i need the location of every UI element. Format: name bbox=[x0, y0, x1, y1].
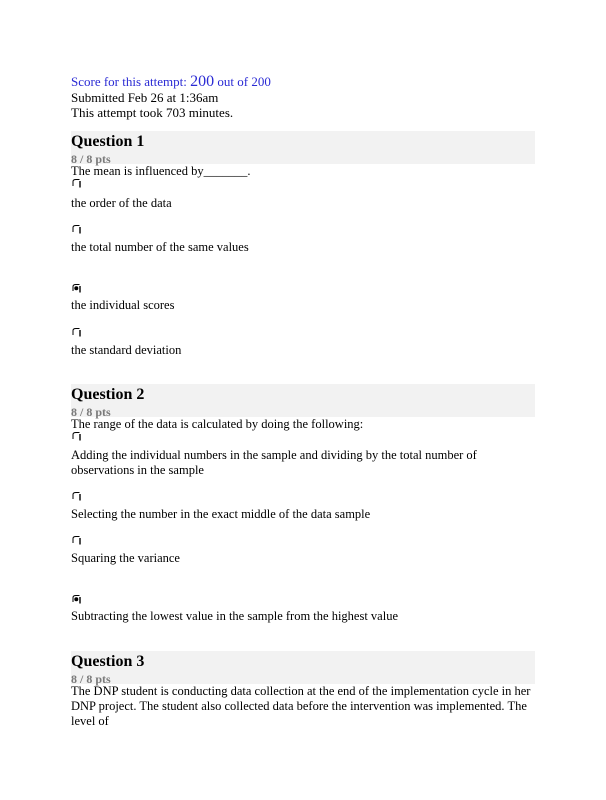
question-title: Question 1 bbox=[71, 133, 145, 150]
radio-selected-icon[interactable] bbox=[71, 594, 83, 606]
answer-option: Adding the individual numbers in the sample and dividing by the total number of observations in the sample bbox=[71, 448, 477, 477]
answer-option: the individual scores bbox=[71, 298, 175, 312]
question-points: 8 / 8 pts bbox=[71, 672, 111, 686]
question-text: The range of the data is calculated by doing the following: bbox=[71, 417, 364, 431]
score-value: 200 bbox=[190, 73, 215, 90]
question-points: 8 / 8 pts bbox=[71, 152, 111, 166]
question-1-header bbox=[71, 131, 535, 164]
radio-unselected-icon[interactable] bbox=[71, 224, 83, 236]
answer-option: Selecting the number in the exact middle of the data sample bbox=[71, 507, 371, 521]
radio-selected-icon[interactable] bbox=[71, 283, 83, 295]
radio-unselected-icon[interactable] bbox=[71, 178, 83, 190]
submitted-date: Submitted Feb 26 at 1:36am bbox=[71, 90, 219, 105]
score-suffix: out of 200 bbox=[214, 74, 271, 89]
question-points: 8 / 8 pts bbox=[71, 405, 111, 419]
attempt-score bbox=[71, 73, 271, 91]
question-text: The mean is influenced by_______. bbox=[71, 164, 251, 178]
answer-option: Subtracting the lowest value in the sample from the highest value bbox=[71, 609, 399, 623]
radio-unselected-icon[interactable] bbox=[71, 491, 83, 503]
radio-unselected-icon[interactable] bbox=[71, 327, 83, 339]
question-title: Question 3 bbox=[71, 653, 145, 670]
question-3-header bbox=[71, 651, 535, 684]
question-text: The DNP student is conducting data collection at the end of the implementation cycle in her DNP project. The student also collected data before the intervention was implemented. The level of bbox=[71, 684, 531, 728]
radio-unselected-icon[interactable] bbox=[71, 431, 83, 443]
score-prefix: Score for this attempt: bbox=[71, 74, 191, 89]
answer-option: the order of the data bbox=[71, 196, 172, 210]
question-title: Question 2 bbox=[71, 386, 145, 403]
answer-option: the total number of the same values bbox=[71, 240, 249, 254]
attempt-duration: This attempt took 703 minutes. bbox=[71, 105, 234, 120]
question-2-header bbox=[71, 384, 535, 417]
radio-unselected-icon[interactable] bbox=[71, 535, 83, 547]
answer-option: Squaring the variance bbox=[71, 551, 180, 565]
answer-option: the standard deviation bbox=[71, 343, 182, 357]
